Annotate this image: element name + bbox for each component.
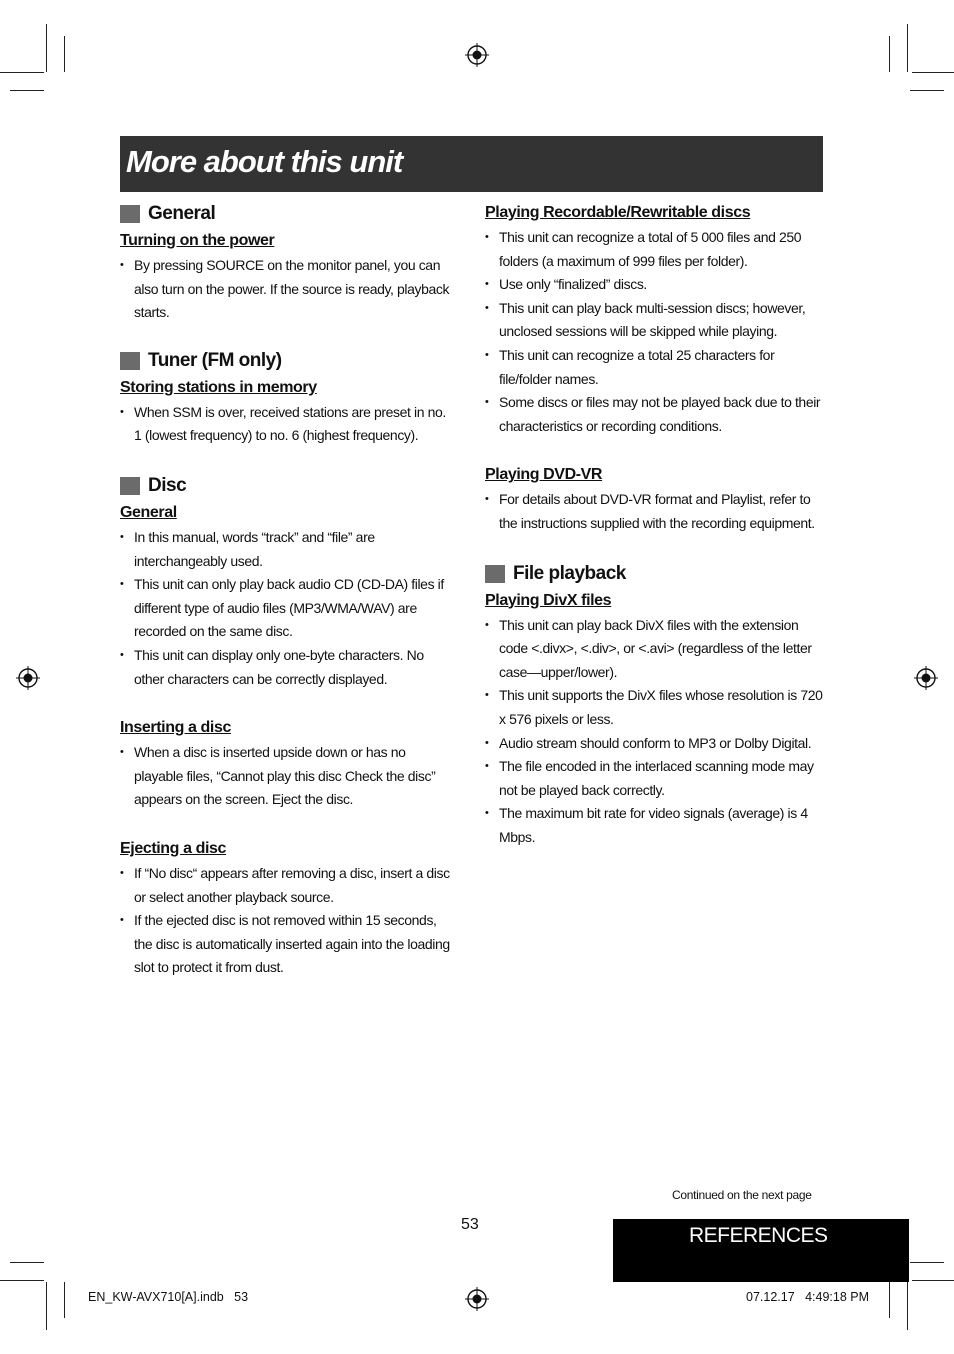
section-tab-label: REFERENCES — [689, 1224, 828, 1247]
list-item: • When SSM is over, received stations are preset in no. 1 (lowest frequency) to no. 6 (highest frequency). — [120, 401, 455, 448]
registration-mark-icon — [16, 666, 40, 690]
registration-mark-icon — [914, 666, 938, 690]
list-item: • This unit can play back DivX files with the extension code <.divx>, <.div>, or <.avi> (regardless of the letter case—upper/lower). — [485, 614, 825, 685]
subsection-title: Turning on the power — [120, 232, 275, 249]
list-item: • This unit can recognize a total 25 characters for file/folder names. — [485, 344, 825, 391]
bullet-list — [485, 488, 825, 535]
list-item: • By pressing SOURCE on the monitor panel, you can also turn on the power. If the source is ready, playback starts. — [120, 254, 455, 325]
subsection-title: Inserting a disc — [120, 719, 231, 737]
page-title: More about this unit — [126, 144, 403, 179]
crop-mark — [889, 1282, 890, 1318]
bullet-list — [120, 862, 455, 980]
section-square-icon — [120, 352, 140, 370]
crop-mark — [0, 1280, 44, 1281]
crop-mark — [912, 72, 954, 73]
section-tab — [613, 1219, 909, 1282]
section-heading: Disc — [148, 474, 187, 496]
footer-file-info: EN_KW-AVX710[A].indb 53 — [88, 1290, 249, 1304]
list-item: • This unit supports the DivX files whose resolution is 720 x 576 pixels or less. — [485, 684, 825, 731]
list-item: • When a disc is inserted upside down or has no playable files, “Cannot play this disc Check the disc” appears on the screen. Eject the disc. — [120, 741, 455, 812]
list-item: • This unit can display only one-byte characters. No other characters can be correctly displayed. — [120, 644, 455, 691]
bullet-list — [485, 614, 825, 850]
crop-mark — [910, 1262, 944, 1263]
registration-mark-icon — [465, 1287, 489, 1311]
section-heading: File playback — [513, 562, 626, 584]
crop-mark — [907, 1282, 908, 1330]
list-item: • The file encoded in the interlaced scanning mode may not be played back correctly. — [485, 755, 825, 802]
footer-timestamp: 07.12.17 4:49:18 PM — [746, 1290, 870, 1304]
section-disc — [120, 472, 455, 980]
list-item: • The maximum bit rate for video signals (average) is 4 Mbps. — [485, 802, 825, 849]
section-heading: Tuner (FM only) — [148, 349, 282, 371]
continued-note: Continued on the next page — [672, 1188, 812, 1202]
crop-mark — [907, 24, 908, 72]
list-item: • For details about DVD-VR format and Playlist, refer to the instructions supplied with the recording equipment. — [485, 488, 825, 535]
page-number: 53 — [461, 1216, 479, 1233]
subsection-title: Playing DVD-VR — [485, 466, 603, 484]
list-item: • This unit can recognize a total of 5 000 files and 250 folders (a maximum of 999 files per folder). — [485, 226, 825, 273]
bullet-list — [120, 401, 455, 448]
list-item: • This unit can play back multi-session discs; however, unclosed sessions will be skipped while playing. — [485, 297, 825, 344]
section-square-icon — [120, 205, 140, 223]
crop-mark — [889, 36, 890, 72]
list-item: • In this manual, words “track” and “file” are interchangeably used. — [120, 526, 455, 573]
crop-mark — [912, 1280, 954, 1281]
crop-mark — [46, 1282, 47, 1330]
crop-mark — [64, 1282, 65, 1318]
list-item: • If “No disc“ appears after removing a disc, insert a disc or select another playback source. — [120, 862, 455, 909]
list-item: • Some discs or files may not be played back due to their characteristics or recording conditions. — [485, 391, 825, 438]
crop-mark — [910, 90, 944, 91]
section-general — [120, 200, 455, 325]
crop-mark — [0, 72, 44, 73]
title-bar — [120, 136, 823, 192]
list-item: • If the ejected disc is not removed within 15 seconds, the disc is automatically inserted again into the loading slot to protect it from dust. — [120, 909, 455, 980]
subsection-title: Playing DivX files — [485, 591, 612, 609]
section-square-icon — [120, 477, 140, 495]
right-column — [485, 200, 825, 849]
subsection-title: Ejecting a disc — [120, 839, 227, 857]
crop-mark — [46, 24, 47, 72]
list-item: • Audio stream should conform to MP3 or Dolby Digital. — [485, 732, 825, 756]
section-square-icon — [485, 565, 505, 583]
bullet-list — [120, 254, 455, 325]
bullet-list — [120, 526, 455, 691]
bullet-list — [485, 226, 825, 438]
section-file-playback — [485, 560, 825, 850]
subsection-title: Storing stations in memory — [120, 378, 317, 396]
registration-mark-icon — [465, 43, 489, 67]
bullet-list — [120, 741, 455, 812]
list-item: • This unit can only play back audio CD (CD-DA) files if different type of audio files (MP3/WMA/WAV) are recorded on the same disc. — [120, 573, 455, 644]
section-tuner — [120, 347, 455, 448]
crop-mark — [10, 90, 44, 91]
subsection-title: General — [120, 503, 177, 521]
crop-mark — [64, 36, 65, 72]
subsection-title: Playing Recordable/Rewritable discs — [485, 204, 751, 221]
list-item: • Use only “finalized” discs. — [485, 273, 825, 297]
left-column — [120, 200, 455, 980]
section-heading: General — [148, 203, 216, 224]
crop-mark — [10, 1262, 44, 1263]
